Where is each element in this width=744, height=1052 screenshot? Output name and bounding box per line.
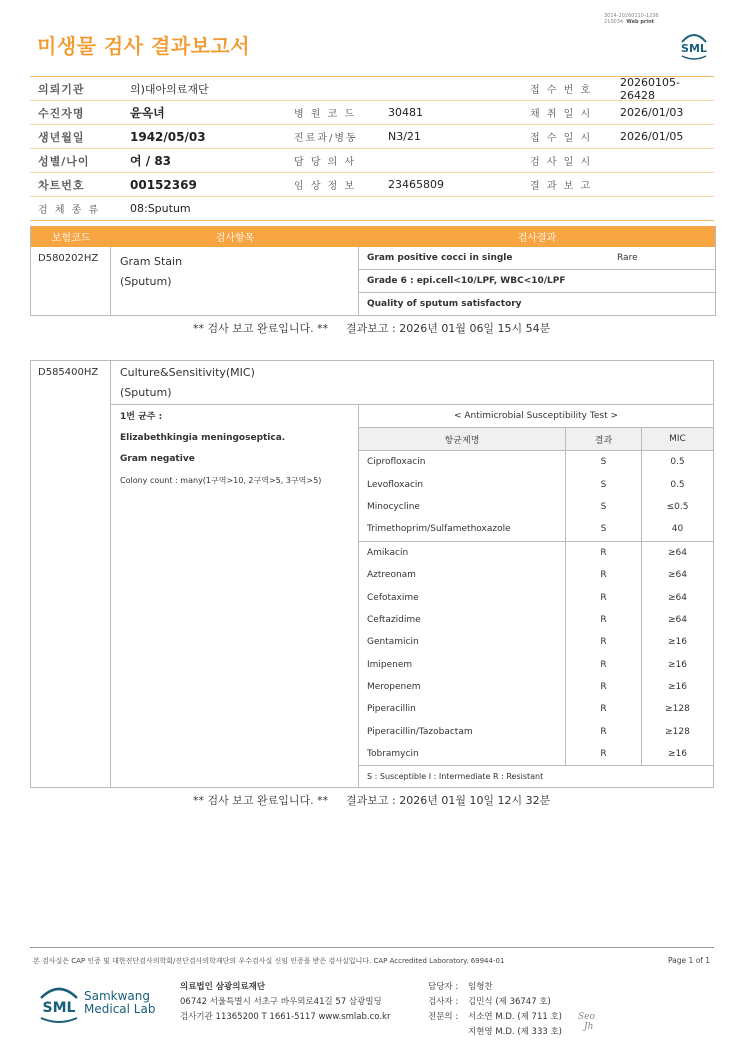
info-value: N3/21 (388, 130, 421, 143)
ast-header (359, 428, 713, 451)
doc-id-print-label: Web print (626, 19, 655, 25)
sml-footer-logo-icon (37, 982, 81, 1026)
result-extra: Rare (617, 253, 638, 263)
info-value: 2026/01/05 (620, 130, 684, 143)
drug-name: Piperacillin/Tazobactam (359, 721, 566, 743)
drug-result: R (566, 698, 642, 720)
organism-info (111, 405, 359, 787)
test2-report-time: 결과보고 : 2026년 01월 10일 12시 32분 (346, 794, 551, 807)
info-value: 20260105-26428 (620, 75, 680, 102)
drug-name: Aztreonam (359, 564, 566, 586)
organism-name: Elizabethkingia meningoseptica. (120, 433, 286, 443)
test1-code: D580202HZ (31, 247, 111, 315)
org-info (180, 980, 390, 1025)
info-value: 2026/01/03 (620, 106, 684, 119)
staff-name: 김민식 (제 36747 호) (468, 997, 551, 1007)
staff-row (428, 995, 562, 1010)
page-number: Page 1 of 1 (668, 956, 711, 965)
staff-row (428, 1010, 562, 1025)
drug-name: Levofloxacin (359, 473, 566, 495)
info-row (30, 173, 714, 197)
drug-name: Tobramycin (359, 743, 566, 765)
info-label: 차트번호 (38, 178, 85, 192)
info-label: 임 상 정 보 (294, 181, 357, 192)
organism-gram: Gram negative (120, 454, 195, 464)
drug-row (359, 451, 713, 473)
info-value: 08:Sputum (130, 202, 191, 215)
ast-resistant-group (359, 541, 713, 766)
drug-result: R (566, 654, 642, 676)
info-row (30, 197, 714, 221)
drug-name: Minocycline (359, 496, 566, 518)
drug-name: Ceftazidime (359, 609, 566, 631)
info-label: 채 취 일 시 (530, 109, 593, 120)
info-value: 1942/05/03 (130, 129, 206, 144)
svg-text:SML: SML (42, 1000, 76, 1016)
ast-header-mic: MIC (669, 434, 686, 444)
signature-1: Seo (578, 1012, 595, 1022)
doc-id-prefix: 210034 (604, 19, 624, 25)
footer-divider (30, 947, 714, 948)
info-value: 23465809 (388, 178, 444, 191)
staff-row (428, 1025, 562, 1040)
info-label: 검 사 일 시 (530, 157, 593, 168)
drug-row (359, 496, 713, 518)
result-text: Gram positive cocci in single (367, 253, 513, 263)
info-row (30, 77, 714, 101)
drug-row (359, 721, 713, 743)
test2-name-line2: (Sputum) (120, 386, 172, 399)
info-label: 결 과 보 고 (530, 181, 593, 192)
signature (578, 1012, 595, 1032)
org-contact: 검사기관 11365200 T 1661-5117 www.smlab.co.kr (180, 1012, 391, 1022)
drug-result: S (566, 496, 642, 518)
drug-result: S (566, 473, 642, 495)
result-text: Quality of sputum satisfactory (367, 299, 522, 309)
table-header (31, 226, 715, 247)
drug-mic: ≥64 (668, 547, 687, 558)
drug-mic: ≥16 (668, 659, 687, 670)
culture-table (30, 360, 714, 788)
info-row (30, 149, 714, 173)
test1-results (359, 247, 715, 315)
drug-mic: ≥64 (668, 570, 687, 581)
svg-text:SML: SML (681, 42, 707, 55)
drug-mic: ≥16 (668, 637, 687, 648)
drug-row (359, 743, 713, 765)
organism-colony-count: Colony count : many(1구역>10, 2구역>5, 3구역>5) (120, 476, 322, 485)
staff-role: 전문의 : (428, 1012, 459, 1022)
info-label: 성별/나이 (38, 154, 90, 168)
result-line (359, 293, 715, 315)
info-value: 30481 (388, 106, 423, 119)
drug-mic: ≥64 (668, 614, 687, 625)
drug-result: R (566, 631, 642, 653)
drug-name: Cefotaxime (359, 586, 566, 608)
info-label: 의뢰기관 (38, 82, 85, 96)
info-row (30, 101, 714, 125)
sml-logo-icon (676, 28, 712, 62)
drug-name: Amikacin (359, 542, 566, 564)
drug-name: Ciprofloxacin (359, 451, 566, 473)
drug-row (359, 564, 713, 586)
ast-header-result: 결과 (566, 428, 642, 450)
report-title: 미생물 검사 결과보고서 (37, 34, 251, 58)
test2-name (111, 361, 713, 405)
test1-name-line2: (Sputum) (120, 275, 172, 288)
drug-mic: ≥16 (668, 682, 687, 693)
drug-result: R (566, 609, 642, 631)
brand-name (84, 990, 155, 1016)
drug-result: R (566, 721, 642, 743)
drug-mic: 40 (671, 524, 684, 535)
staff-role: 담당자 : (428, 982, 459, 992)
info-label: 담 당 의 사 (294, 157, 357, 168)
drug-mic: ≤0.5 (666, 501, 689, 512)
info-label: 생년월일 (38, 130, 85, 144)
staff-name: 임형찬 (468, 982, 493, 992)
drug-row (359, 586, 713, 608)
drug-result: R (566, 676, 642, 698)
header-result: 검사결과 (517, 233, 557, 244)
drug-name: Trimethoprim/Sulfamethoxazole (359, 518, 566, 540)
drug-row (359, 698, 713, 720)
result-line (359, 270, 715, 293)
header-code: 보험코드 (51, 233, 91, 244)
drug-result: S (566, 518, 642, 540)
document-id (604, 13, 659, 25)
drug-name: Meropenem (359, 676, 566, 698)
gram-stain-table (30, 226, 716, 316)
drug-mic: ≥64 (668, 592, 687, 603)
test1-name-line1: Gram Stain (120, 255, 183, 268)
drug-row (359, 676, 713, 698)
info-label: 접 수 일 시 (530, 133, 593, 144)
staff-list (428, 980, 562, 1040)
drug-row (359, 609, 713, 631)
drug-result: S (566, 451, 642, 473)
drug-mic: 0.5 (670, 457, 685, 468)
brand-name-line1: Samkwang (84, 989, 150, 1003)
info-label: 수진자명 (38, 106, 85, 120)
test2-name-line1: Culture&Sensitivity(MIC) (120, 366, 255, 379)
staff-name: 서소연 M.D. (제 711 호) (468, 1012, 563, 1022)
drug-mic: ≥128 (665, 704, 690, 715)
test1-name (111, 247, 359, 315)
info-label: 접 수 번 호 (530, 85, 593, 96)
result-line (359, 247, 715, 270)
cert-text: 본 검사실은 CAP 인증 및 대한진단검사의학회/진단검사의학재단의 우수검사실 신임 인증을 받은 검사실입니다. CAP Accredited Laboratory. 69944-01 (33, 957, 505, 965)
org-address: 06742 서울특별시 서초구 바우뫼로41길 57 삼광빌딩 (180, 997, 382, 1007)
info-value: 의)대아의료재단 (130, 82, 209, 96)
drug-row (359, 542, 713, 564)
drug-name: Gentamicin (359, 631, 566, 653)
drug-name: Imipenem (359, 654, 566, 676)
organism-label: 1번 균주 : (120, 412, 163, 422)
drug-result: R (566, 743, 642, 765)
ast-title: < Antimicrobial Susceptibility Test > (359, 405, 713, 428)
info-value: 00152369 (130, 177, 197, 192)
staff-role: 검사자 : (428, 997, 459, 1007)
drug-result: R (566, 564, 642, 586)
test1-report-time: 결과보고 : 2026년 01월 06일 15시 54분 (346, 322, 551, 335)
drug-mic: 0.5 (670, 479, 685, 490)
info-label: 병 원 코 드 (294, 109, 357, 120)
ast-table (359, 405, 713, 788)
info-value: 윤옥녀 (130, 106, 165, 120)
drug-result: R (566, 586, 642, 608)
info-label: 진료과/병동 (294, 133, 358, 144)
ast-susceptible-group (359, 451, 713, 541)
staff-name: 지현영 M.D. (제 333 호) (468, 1027, 563, 1037)
test1-complete-note: ** 검사 보고 완료입니다. ** (193, 322, 329, 335)
brand-name-line2: Medical Lab (84, 1002, 156, 1016)
ast-legend: S : Susceptible I : Intermediate R : Resistant (359, 765, 713, 788)
staff-row (428, 980, 562, 995)
drug-row (359, 473, 713, 495)
doc-id-line1: 3014-20260110-1236 (604, 13, 659, 19)
header-item: 검사항목 (215, 233, 255, 244)
info-value: 여 / 83 (130, 154, 172, 168)
ast-header-drug: 항균제명 (359, 428, 566, 450)
drug-row (359, 654, 713, 676)
drug-name: Piperacillin (359, 698, 566, 720)
drug-row (359, 518, 713, 540)
drug-row (359, 631, 713, 653)
drug-result: R (566, 542, 642, 564)
patient-info-table (30, 76, 714, 221)
info-label: 검 체 종 류 (38, 205, 101, 216)
result-text: Grade 6 : epi.cell<10/LPF, WBC<10/LPF (367, 276, 566, 286)
org-name: 의료법인 삼광의료재단 (180, 982, 266, 992)
info-row (30, 125, 714, 149)
test2-complete-note: ** 검사 보고 완료입니다. ** (193, 794, 329, 807)
drug-mic: ≥16 (668, 749, 687, 760)
test2-code: D585400HZ (31, 361, 111, 787)
drug-mic: ≥128 (665, 726, 690, 737)
signature-2: Jh (584, 1022, 594, 1032)
